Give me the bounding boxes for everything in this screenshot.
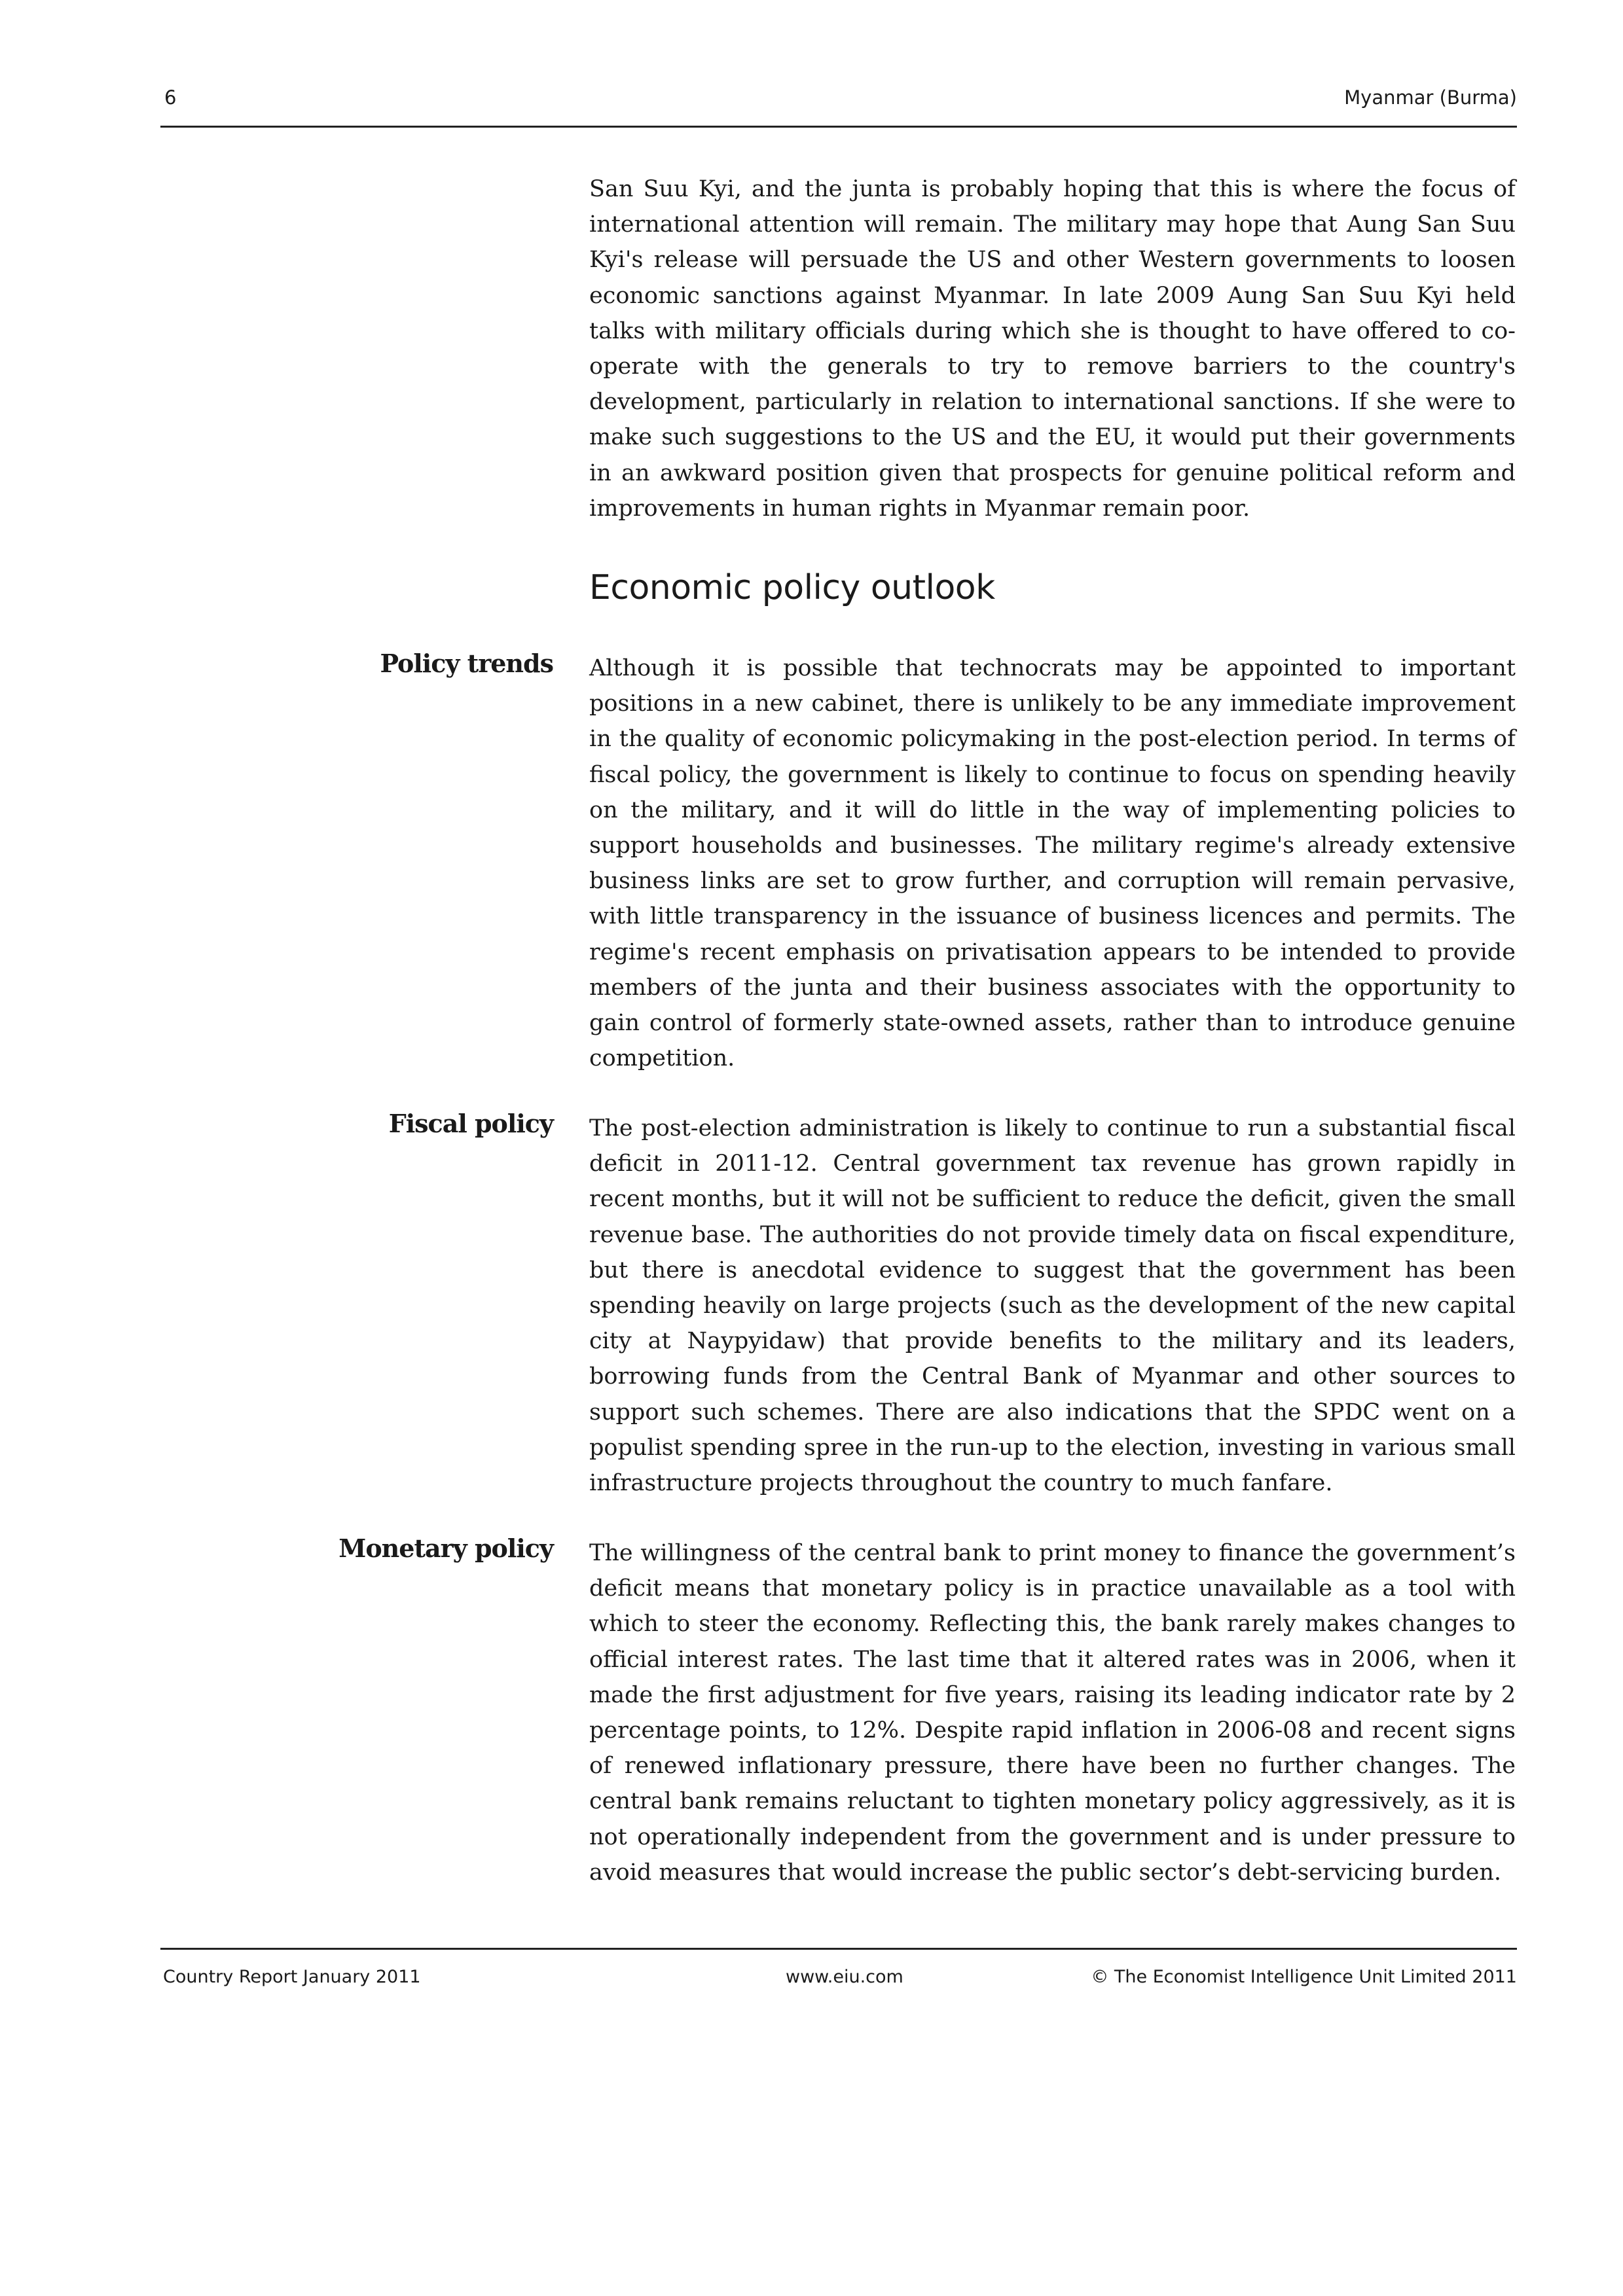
intro-paragraph: San Suu Kyi, and the junta is probably hoping that this is where the focus of international attention will remain. The military may hope that Aung San Suu Kyi's release will persuade the US and other Western governments to loosen economic sanctions against Myanmar. In late 2009 Aung San Suu Kyi held talks with military officials during which she is thought to have offered to co-operate with the generals to try to remove barriers to the country's development, particularly in relation to international sanctions. If she were to make such suggestions to the US and the EU, it would put their governments in an awkward position given that prospects for genuine political reform and improvements in human rights in Myanmar remain poor. xyxy=(589,176,1516,522)
paragraph-policy-trends: Although it is possible that technocrats may be appointed to important positions in a new cabinet, there is unlikely to be any immediate improvement in the quality of economic policymaking in the post-election period. In terms of fiscal policy, the government is likely to continue to focus on spending heavily on the military, and it will do little in the way of implementing policies to support households and businesses. The military regime's already extensive business links are set to grow further, and corruption will remain pervasive, with little transparency in the issuance of business licences and permits. The regime's recent emphasis on privatisation appears to be intended to provide members of the junta and their business associates with the opportunity to gain control of formerly state-owned assets, rather than to introduce genuine competition. xyxy=(589,655,1516,1072)
page-number: 6 xyxy=(164,86,177,109)
side-label-policy-trends: Policy trends xyxy=(380,649,553,678)
page-footer xyxy=(160,1948,1517,1989)
footer-copyright: © The Economist Intelligence Unit Limited 2011 xyxy=(1091,1967,1517,1987)
footer-website[interactable]: www.eiu.com xyxy=(786,1967,903,1987)
page-header xyxy=(160,86,1517,128)
paragraph-fiscal-policy: The post-election administration is likely to continue to run a substantial fiscal deficit in 2011-12. Central government tax revenue has grown rapidly in recent months, but it will not be sufficient to reduce the deficit, given the small revenue base. The authorities do not provide timely data on fiscal expenditure, but there is anecdotal evidence to suggest that the government has been spending heavily on large projects (such as the development of the new capital city at Naypyidaw) that provide benefits to the military and its leaders, borrowing funds from the Central Bank of Myanmar and other sources to support such schemes. There are also indications that the SPDC went on a populist spending spree in the run-up to the election, investing in various small infrastructure projects throughout the country to much fanfare. xyxy=(589,1115,1516,1497)
running-title: Myanmar (Burma) xyxy=(1344,86,1517,109)
side-label-fiscal-policy: Fiscal policy xyxy=(388,1109,553,1138)
footer-report-date: Country Report January 2011 xyxy=(163,1967,421,1987)
paragraph-monetary-policy: The willingness of the central bank to print money to finance the government’s deficit means that monetary policy is in practice unavailable as a tool with which to steer the economy. Reflecting this, the bank rarely makes changes to official interest rates. The last time that it altered rates was in 2006, when it made the first adjustment for five years, raising its leading indicator rate by 2 percentage points, to 12%. Despite rapid inflation in 2006-08 and recent signs of renewed inflationary pressure, there have been no further changes. The central bank remains reluctant to tighten monetary policy aggressively, as it is not operationally independent from the government and is under pressure to avoid measures that would increase the public sector’s debt-servicing burden. xyxy=(589,1540,1516,1886)
side-label-monetary-policy: Monetary policy xyxy=(338,1534,553,1563)
section-heading: Economic policy outlook xyxy=(589,568,995,607)
